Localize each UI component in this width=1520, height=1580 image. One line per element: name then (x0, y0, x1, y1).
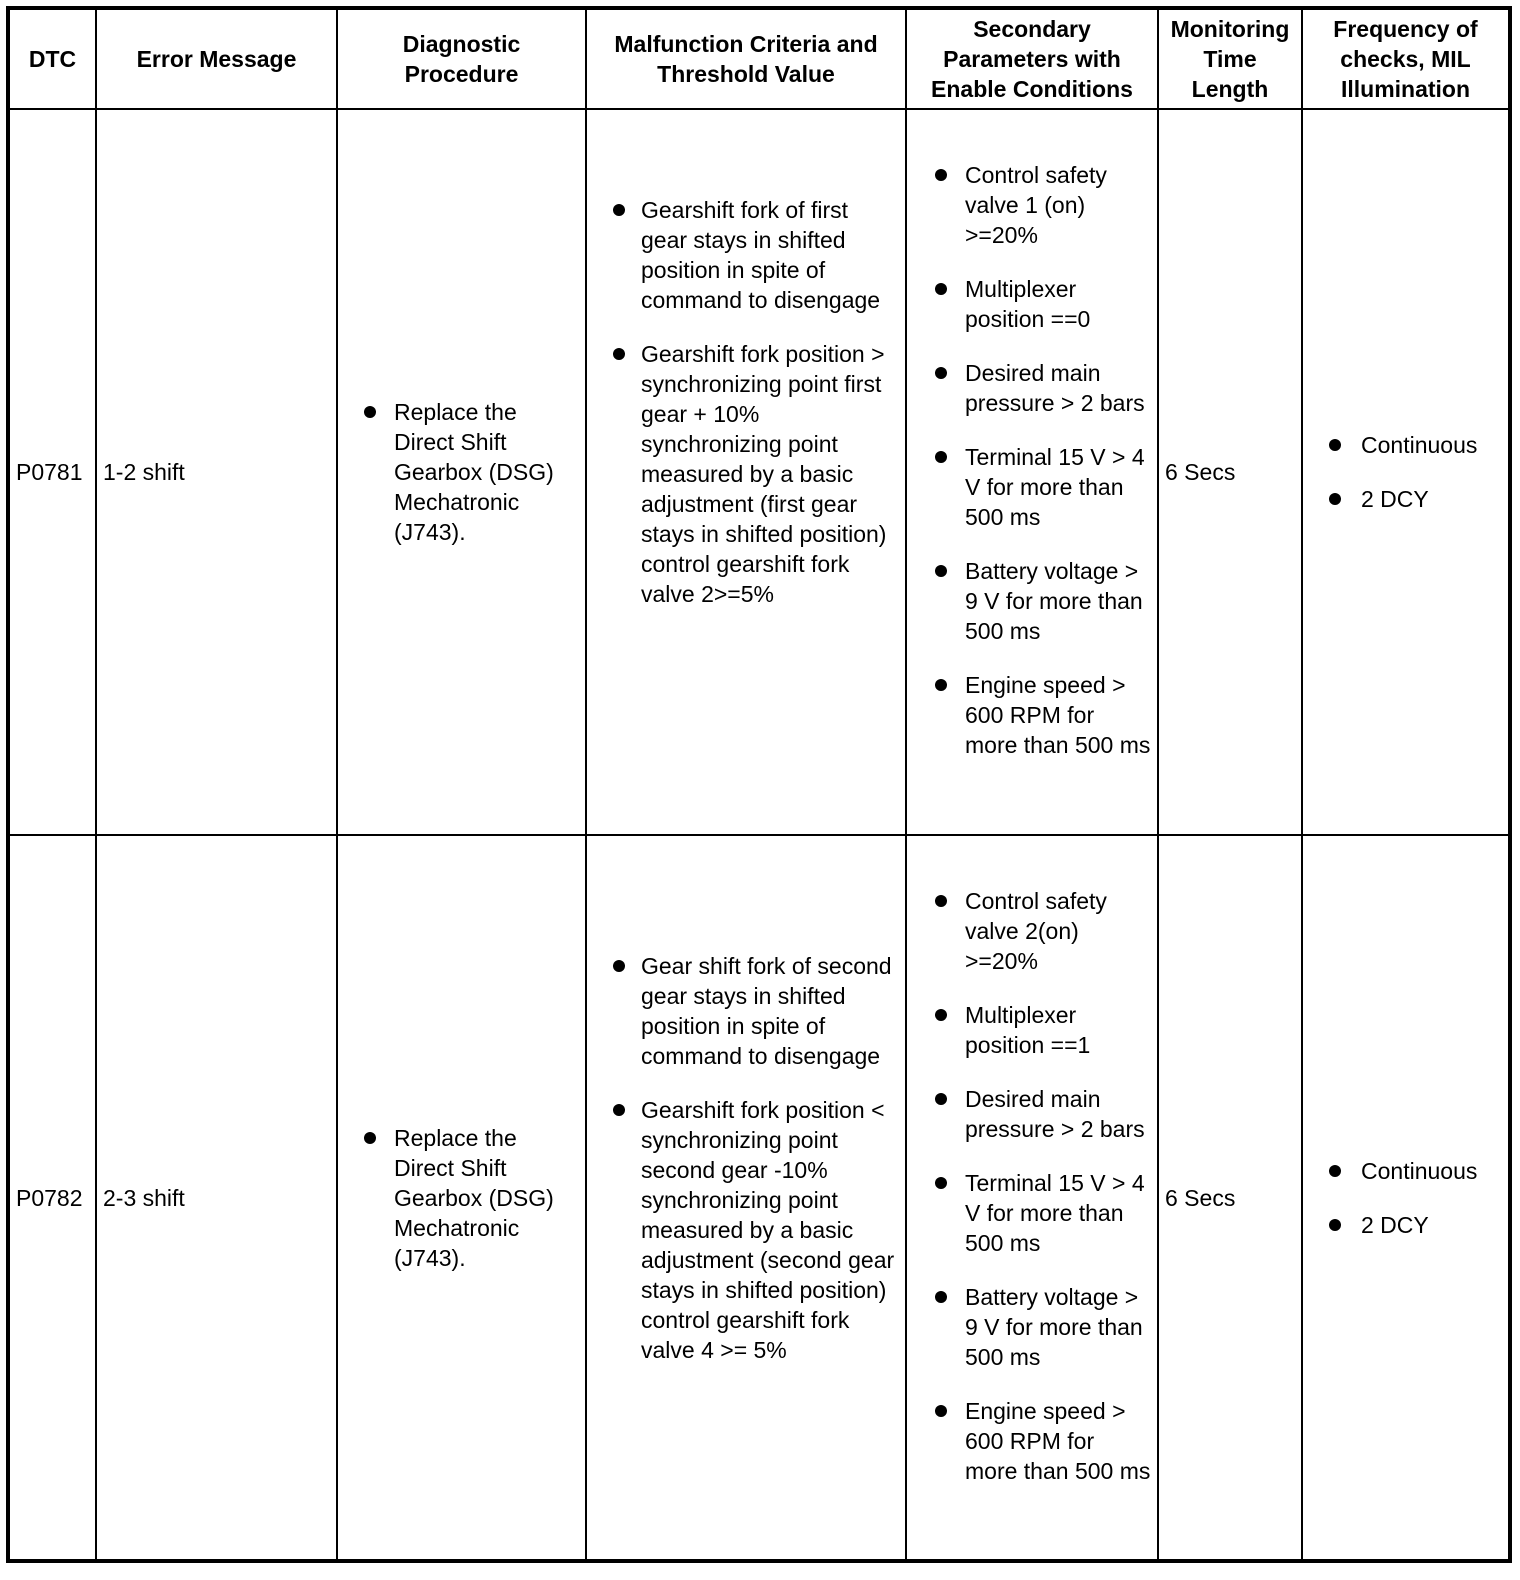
malfunction-criteria (586, 835, 906, 1561)
diagnostic-procedure (337, 109, 586, 835)
monitoring-time: 6 Secs (1158, 835, 1302, 1561)
table-row (8, 835, 1510, 1561)
header-diagnostic-procedure: Diagnostic Procedure (337, 8, 586, 109)
malfunction-criteria (586, 109, 906, 835)
frequency (1302, 835, 1510, 1561)
secondary-parameters (906, 109, 1158, 835)
header-malfunction-criteria: Malfunction Criteria and Threshold Value (586, 8, 906, 109)
secondary-parameters (906, 835, 1158, 1561)
frequency (1302, 109, 1510, 835)
table-row (8, 109, 1510, 835)
list-item: Engine speed > 600 RPM for more than 500 ms (913, 670, 1151, 760)
list-item: Terminal 15 V > 4 V for more than 500 ms (913, 1168, 1151, 1258)
list-item: Replace the Direct Shift Gearbox (DSG) Mechatronic (J743). (344, 397, 579, 547)
dtc-code: P0781 (8, 109, 96, 835)
list-item: Desired main pressure > 2 bars (913, 1084, 1151, 1144)
list-item: Engine speed > 600 RPM for more than 500 ms (913, 1396, 1151, 1486)
error-message: 1-2 shift (96, 109, 337, 835)
list-item: Gear shift fork of second gear stays in shifted position in spite of command to disengage (593, 951, 899, 1071)
list-item: Desired main pressure > 2 bars (913, 358, 1151, 418)
header-secondary-parameters: Secondary Parameters with Enable Conditions (906, 8, 1158, 109)
header-frequency: Frequency of checks, MIL Illumination (1302, 8, 1510, 109)
diagnostic-procedure (337, 835, 586, 1561)
list-item: Continuous (1309, 430, 1502, 460)
list-item: Battery voltage > 9 V for more than 500 ms (913, 1282, 1151, 1372)
list-item: 2 DCY (1309, 484, 1502, 514)
list-item: Multiplexer position ==0 (913, 274, 1151, 334)
list-item: Gearshift fork position < synchronizing point second gear -10% synchronizing point measured by a basic adjustment (second gear stays in shifted position) control gearshift fork valve 4 >= 5% (593, 1095, 899, 1365)
header-dtc: DTC (8, 8, 96, 109)
list-item: 2 DCY (1309, 1210, 1502, 1240)
list-item: Control safety valve 1 (on) >=20% (913, 160, 1151, 250)
list-item: Replace the Direct Shift Gearbox (DSG) Mechatronic (J743). (344, 1123, 579, 1273)
list-item: Terminal 15 V > 4 V for more than 500 ms (913, 442, 1151, 532)
list-item: Control safety valve 2(on) >=20% (913, 886, 1151, 976)
header-row (8, 8, 1510, 109)
dtc-document (6, 6, 1512, 1563)
list-item: Continuous (1309, 1156, 1502, 1186)
header-monitoring-time: Monitoring Time Length (1158, 8, 1302, 109)
list-item: Gearshift fork of first gear stays in shifted position in spite of command to disengage (593, 195, 899, 315)
error-message: 2-3 shift (96, 835, 337, 1561)
list-item: Multiplexer position ==1 (913, 1000, 1151, 1060)
dtc-table (6, 6, 1512, 1563)
header-error-message: Error Message (96, 8, 337, 109)
monitoring-time: 6 Secs (1158, 109, 1302, 835)
list-item: Battery voltage > 9 V for more than 500 ms (913, 556, 1151, 646)
list-item: Gearshift fork position > synchronizing point first gear + 10% synchronizing point measured by a basic adjustment (first gear stays in shifted position) control gearshift fork valve 2>=5% (593, 339, 899, 609)
dtc-code: P0782 (8, 835, 96, 1561)
